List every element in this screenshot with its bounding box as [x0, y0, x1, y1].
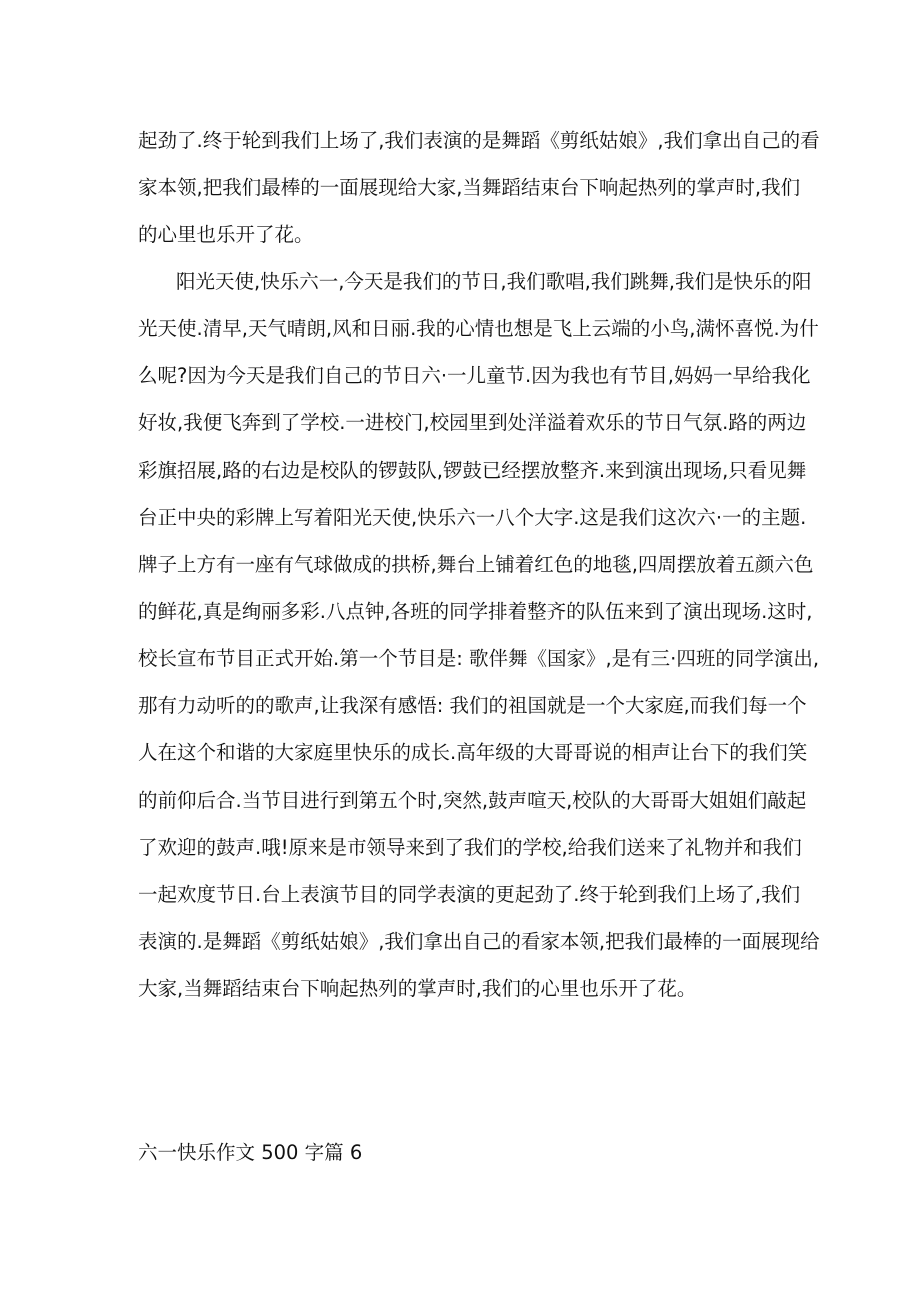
paragraph-line: 家本领,把我们最棒的一面展现给大家,当舞蹈结束台下响起热列的掌声时,我们: [138, 176, 801, 200]
paragraph-line: 人在这个和谐的大家庭里快乐的成长.高年级的大哥哥说的相声让台下的我们笑: [138, 741, 808, 765]
paragraph-line: 么呢?因为今天是我们自己的节日六·一儿童节.因为我也有节目,妈妈一早给我化: [138, 364, 811, 388]
paragraph-line: 了欢迎的鼓声.哦!原来是市领导来到了我们的学校,给我们送来了礼物并和我们: [138, 835, 802, 859]
section-heading: 六一快乐作文 500 字篇 6: [138, 1141, 363, 1164]
paragraph-line: 起劲了.终于轮到我们上场了,我们表演的是舞蹈《剪纸姑娘》,我们拿出自己的看: [138, 129, 820, 152]
paragraph-line: 的鲜花,真是绚丽多彩.八点钟,各班的同学排着整齐的队伍来到了演出现场.这时,: [138, 599, 813, 623]
paragraph-line: 一起欢度节日.台上表演节目的同学表演的更起劲了.终于轮到我们上场了,我们: [138, 882, 801, 906]
paragraph-line: 那有力动听的的歌声,让我深有感悟: 我们的祖国就是一个大家庭,而我们每一个: [138, 694, 807, 718]
paragraph-1: [138, 117, 820, 258]
paragraph-line: 的前仰后合.当节目进行到第五个时,突然,鼓声喧天,校队的大哥哥大姐姐们敲起: [138, 788, 807, 812]
paragraph-2: [138, 258, 820, 1012]
paragraph-line: 牌子上方有一座有气球做成的拱桥,舞台上铺着红色的地毯,四周摆放着五颜六色: [138, 552, 814, 576]
paragraph-line: 校长宣布节目正式开始.第一个节目是: 歌伴舞《国家》,是有三·四班的同学演出,: [138, 647, 820, 671]
paragraph-line: 光天使.清早,天气晴朗,风和日丽.我的心情也想是飞上云端的小鸟,满怀喜悦.为什: [138, 317, 819, 341]
paragraph-line: 的心里也乐开了花。: [138, 223, 314, 247]
paragraph-line: 表演的.是舞蹈《剪纸姑娘》,我们拿出自己的看家本领,把我们最棒的一面展现给: [138, 929, 820, 953]
paragraph-line: 阳光天使,快乐六一,今天是我们的节日,我们歌唱,我们跳舞,我们是快乐的阳: [176, 270, 812, 293]
paragraph-line: 好妆,我便飞奔到了学校.一进校门,校园里到处洋溢着欢乐的节日气氛.路的两边: [138, 411, 807, 435]
paragraph-line: 彩旗招展,路的右边是校队的锣鼓队,锣鼓已经摆放整齐.来到演出现场,只看见舞: [138, 458, 807, 482]
paragraph-line: 台正中央的彩牌上写着阳光天使,快乐六一八个大字.这是我们这次六·一的主题.: [138, 505, 807, 529]
paragraph-line: 大家,当舞蹈结束台下响起热列的掌声时,我们的心里也乐开了花。: [138, 977, 697, 1001]
